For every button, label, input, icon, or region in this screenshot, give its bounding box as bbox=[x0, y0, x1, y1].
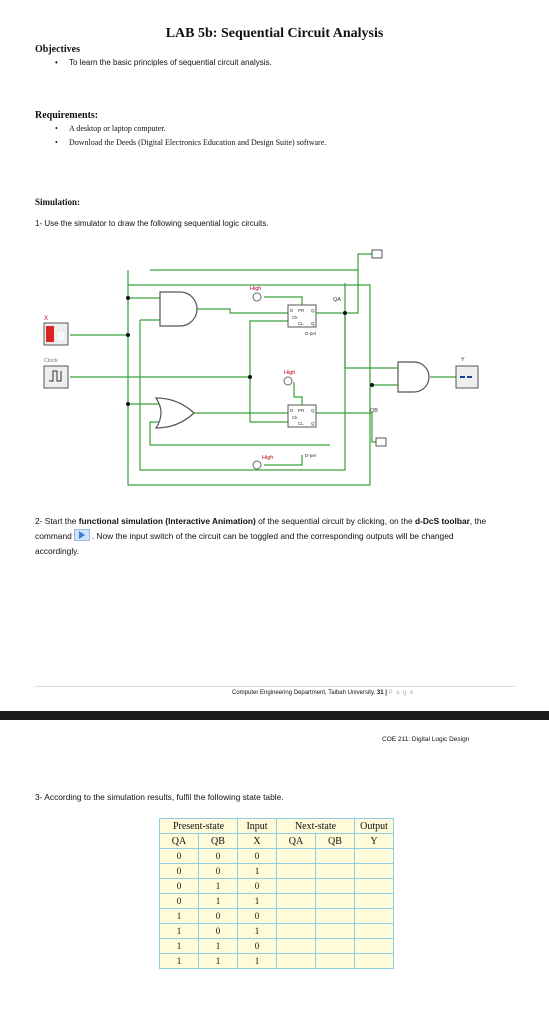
table-cell: 1 bbox=[238, 924, 277, 939]
table-cell-empty[interactable] bbox=[316, 849, 355, 864]
table-row bbox=[160, 894, 394, 909]
high-label: High bbox=[250, 286, 262, 292]
table-cell-empty[interactable] bbox=[277, 894, 316, 909]
table-row bbox=[160, 879, 394, 894]
table-cell: 0 bbox=[238, 939, 277, 954]
table-cell-empty[interactable] bbox=[277, 909, 316, 924]
table-column-header: QA bbox=[277, 834, 316, 849]
simulation-heading: Simulation: bbox=[35, 197, 81, 207]
table-cell: 1 bbox=[238, 894, 277, 909]
table-cell-empty[interactable] bbox=[316, 954, 355, 969]
clock-label: Clock bbox=[44, 358, 58, 364]
table-cell-empty[interactable] bbox=[316, 879, 355, 894]
table-cell-empty[interactable] bbox=[277, 879, 316, 894]
ff-a-qbar-label: Q bbox=[311, 321, 315, 326]
table-cell: 0 bbox=[199, 924, 238, 939]
ff-b-ck-label: Ck bbox=[292, 415, 298, 420]
table-group-header: Output bbox=[355, 819, 394, 834]
table-row bbox=[160, 939, 394, 954]
table-cell: 0 bbox=[238, 879, 277, 894]
x-switch-lever bbox=[46, 326, 54, 342]
table-group-header: Input bbox=[238, 819, 277, 834]
page-separator bbox=[0, 711, 549, 720]
x-label: X bbox=[44, 316, 49, 322]
qa-label: QA bbox=[333, 297, 341, 303]
ff-b-d-label: D bbox=[290, 408, 294, 413]
high-source-icon bbox=[253, 461, 261, 469]
table-cell-empty[interactable] bbox=[277, 939, 316, 954]
table-cell-empty[interactable] bbox=[277, 864, 316, 879]
table-group-header: Next-state bbox=[277, 819, 355, 834]
table-cell-empty[interactable] bbox=[355, 879, 394, 894]
y-label: Y bbox=[461, 357, 465, 363]
table-cell-empty[interactable] bbox=[316, 909, 355, 924]
ff-b-cl-label: CL bbox=[298, 421, 304, 426]
or-gate bbox=[156, 398, 194, 428]
table-cell-empty[interactable] bbox=[316, 894, 355, 909]
table-group-header: Present-state bbox=[160, 819, 238, 834]
sequential-circuit-diagram bbox=[0, 240, 549, 500]
step-3-text: 3- According to the simulation results, fulfil the following state table. bbox=[35, 792, 284, 802]
objective-item: • To learn the basic principles of sequential circuit analysis. bbox=[69, 58, 272, 67]
table-cell-empty[interactable] bbox=[355, 894, 394, 909]
table-cell-empty[interactable] bbox=[355, 864, 394, 879]
table-cell: 0 bbox=[238, 849, 277, 864]
table-cell: 1 bbox=[160, 909, 199, 924]
ff-a-d-label: D bbox=[290, 308, 294, 313]
table-cell: 1 bbox=[199, 894, 238, 909]
table-column-header: X bbox=[238, 834, 277, 849]
clock-source[interactable] bbox=[44, 366, 68, 388]
high-source-icon bbox=[284, 377, 292, 385]
table-cell: 0 bbox=[160, 879, 199, 894]
table-cell: 1 bbox=[238, 864, 277, 879]
ff-b-qbar-label: Q bbox=[311, 421, 315, 426]
table-cell: 0 bbox=[199, 909, 238, 924]
and-gate bbox=[160, 292, 197, 326]
table-row bbox=[160, 864, 394, 879]
page-footer: Computer Engineering Department, Taibah University. 31 | P a g e bbox=[232, 690, 415, 696]
table-cell: 1 bbox=[199, 879, 238, 894]
requirements-heading: Requirements: bbox=[35, 110, 99, 121]
table-cell-empty[interactable] bbox=[355, 909, 394, 924]
table-cell-empty[interactable] bbox=[355, 939, 394, 954]
switch-value: 0 bbox=[58, 329, 65, 343]
high-source-icon bbox=[253, 293, 261, 301]
high-label: High bbox=[284, 370, 296, 376]
table-cell-empty[interactable] bbox=[355, 849, 394, 864]
table-cell: 1 bbox=[199, 954, 238, 969]
table-cell-empty[interactable] bbox=[277, 954, 316, 969]
step-1-text: 1- Use the simulator to draw the following sequential logic circuits. bbox=[35, 219, 269, 228]
step-2-text: 2- Start the functional simulation (Interactive Animation) of the sequential circuit by clicking, on the d-DcS toolbar, the command . Now the input switch of the circuit can be toggled and the corresponding outputs will be changed accordingly. bbox=[35, 516, 487, 556]
table-cell-empty[interactable] bbox=[355, 954, 394, 969]
ff-a-q-label: Q bbox=[311, 308, 315, 313]
qa-probe-icon bbox=[372, 250, 382, 258]
table-cell-empty[interactable] bbox=[316, 864, 355, 879]
table-column-header: QA bbox=[160, 834, 199, 849]
table-cell: 0 bbox=[160, 894, 199, 909]
high-label: High bbox=[262, 455, 274, 461]
table-row bbox=[160, 849, 394, 864]
ff-b-q-label: Q bbox=[311, 408, 315, 413]
table-cell-empty[interactable] bbox=[316, 924, 355, 939]
ff-a-cl-label: CL bbox=[298, 321, 304, 326]
table-cell: 0 bbox=[238, 909, 277, 924]
qb-probe-icon bbox=[376, 438, 386, 446]
table-cell-empty[interactable] bbox=[277, 924, 316, 939]
ff-b-type-label: D-pet bbox=[305, 453, 317, 458]
table-cell: 0 bbox=[160, 849, 199, 864]
ff-b-pr-label: PR bbox=[298, 408, 305, 413]
interactive-animation-icon bbox=[74, 529, 90, 541]
table-cell-empty[interactable] bbox=[316, 939, 355, 954]
qb-label: QB bbox=[370, 408, 378, 414]
table-cell: 1 bbox=[160, 954, 199, 969]
state-table bbox=[159, 818, 394, 969]
page-title: LAB 5b: Sequential Circuit Analysis bbox=[165, 26, 384, 41]
ff-a-pr-label: PR bbox=[298, 308, 305, 313]
table-cell: 1 bbox=[160, 924, 199, 939]
table-cell: 0 bbox=[199, 849, 238, 864]
output-and-gate bbox=[398, 362, 429, 392]
table-column-header: QB bbox=[316, 834, 355, 849]
requirement-item: • Download the Deeds (Digital Electronics Education and Design Suite) software. bbox=[69, 138, 326, 147]
table-cell: 1 bbox=[199, 939, 238, 954]
table-row bbox=[160, 909, 394, 924]
table-row bbox=[160, 924, 394, 939]
table-row bbox=[160, 954, 394, 969]
objectives-heading: Objectives bbox=[35, 44, 80, 55]
ff-a-type-label: D-pet bbox=[305, 331, 317, 336]
table-cell: 0 bbox=[160, 864, 199, 879]
table-cell: 1 bbox=[160, 939, 199, 954]
page-header: COE 211: Digital Logic Design bbox=[382, 736, 470, 743]
table-cell: 1 bbox=[238, 954, 277, 969]
table-column-header: QB bbox=[199, 834, 238, 849]
ff-a-ck-label: Ck bbox=[292, 315, 298, 320]
table-cell-empty[interactable] bbox=[277, 849, 316, 864]
requirement-item: • A desktop or laptop computer. bbox=[69, 124, 166, 133]
footer-divider bbox=[35, 686, 515, 687]
table-cell: 0 bbox=[199, 864, 238, 879]
table-cell-empty[interactable] bbox=[355, 924, 394, 939]
table-column-header: Y bbox=[355, 834, 394, 849]
